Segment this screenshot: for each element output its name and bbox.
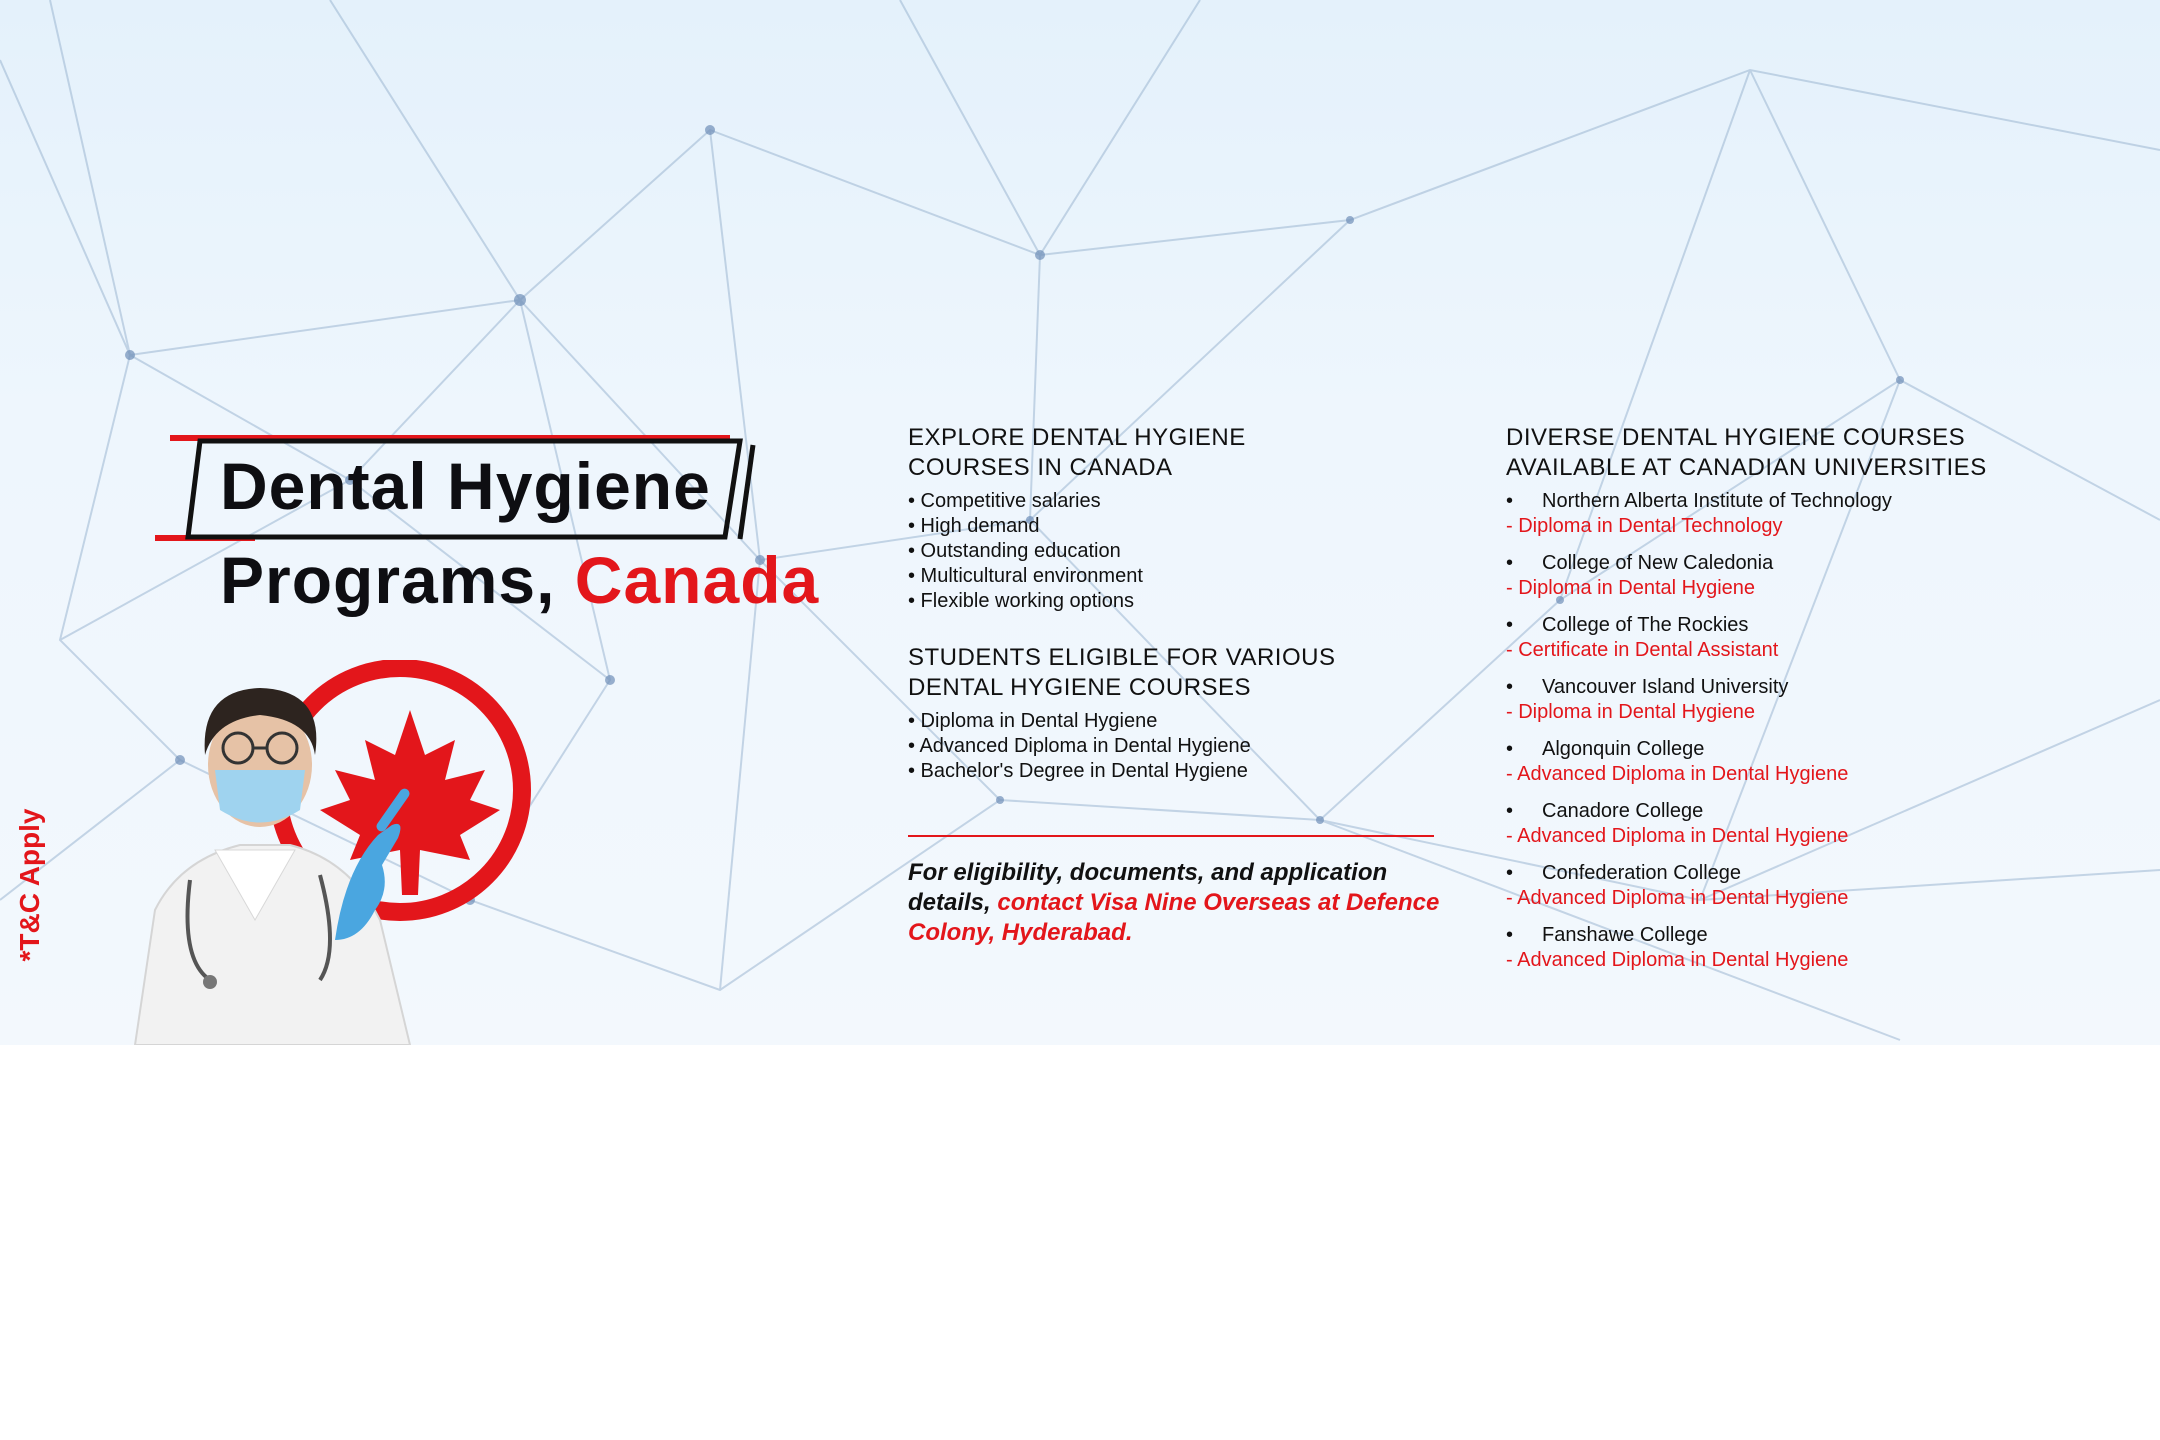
list-item: • Fanshawe College - Advanced Diploma in Dental Hygiene [1506, 924, 1849, 971]
list-item: • Outstanding education [908, 540, 1121, 562]
list-item: • Vancouver Island University - Diploma in Dental Hygiene [1506, 676, 1789, 723]
universities-heading: DIVERSE DENTAL HYGIENE COURSES AVAILABLE AT CANADIAN UNIVERSITIES [1506, 424, 1987, 481]
list-item: • Bachelor's Degree in Dental Hygiene [908, 760, 1248, 782]
universities-section [1506, 423, 2066, 973]
eligible-section [908, 643, 1428, 784]
list-item: • Algonquin College - Advanced Diploma in Dental Hygiene [1506, 738, 1849, 785]
explore-section [908, 423, 1428, 614]
explore-list [908, 489, 1428, 614]
list-item: • College of New Caledonia - Diploma in Dental Hygiene [1506, 552, 1774, 599]
list-item: • Diploma in Dental Hygiene [908, 710, 1158, 732]
contact-link-text: contact Visa Nine Overseas at Defence Colony, Hyderabad. [908, 889, 1440, 946]
universities-list [1506, 489, 2066, 973]
list-item: • Flexible working options [908, 590, 1134, 612]
list-item: • Competitive salaries [908, 490, 1101, 512]
dentist-with-maple-leaf-illustration [120, 660, 560, 1045]
divider [908, 835, 1434, 837]
title-line-2-black: Programs, [220, 543, 575, 617]
list-item: • Multicultural environment [908, 565, 1143, 587]
eligible-heading: STUDENTS ELIGIBLE FOR VARIOUS DENTAL HYGIENE COURSES [908, 644, 1336, 701]
list-item: • High demand [908, 515, 1040, 537]
list-item: • Confederation College - Advanced Diploma in Dental Hygiene [1506, 862, 1849, 909]
contact-note: For eligibility, documents, and application details, contact Visa Nine Overseas at Defence Colony, Hyderabad. [908, 859, 1440, 946]
title-line-1: Dental Hygiene [220, 449, 711, 523]
list-item: • Advanced Diploma in Dental Hygiene [908, 735, 1251, 757]
list-item: • Canadore College - Advanced Diploma in Dental Hygiene [1506, 800, 1849, 847]
list-item: • College of The Rockies - Certificate in Dental Assistant [1506, 614, 1779, 661]
explore-heading: EXPLORE DENTAL HYGIENE COURSES IN CANADA [908, 424, 1246, 481]
title-line-2-red: Canada [574, 543, 820, 617]
title-line-2 [220, 542, 819, 618]
list-item: • Northern Alberta Institute of Technology - Diploma in Dental Technology [1506, 490, 1892, 537]
eligible-list [908, 709, 1428, 784]
terms-note: *T&C Apply [14, 808, 45, 962]
